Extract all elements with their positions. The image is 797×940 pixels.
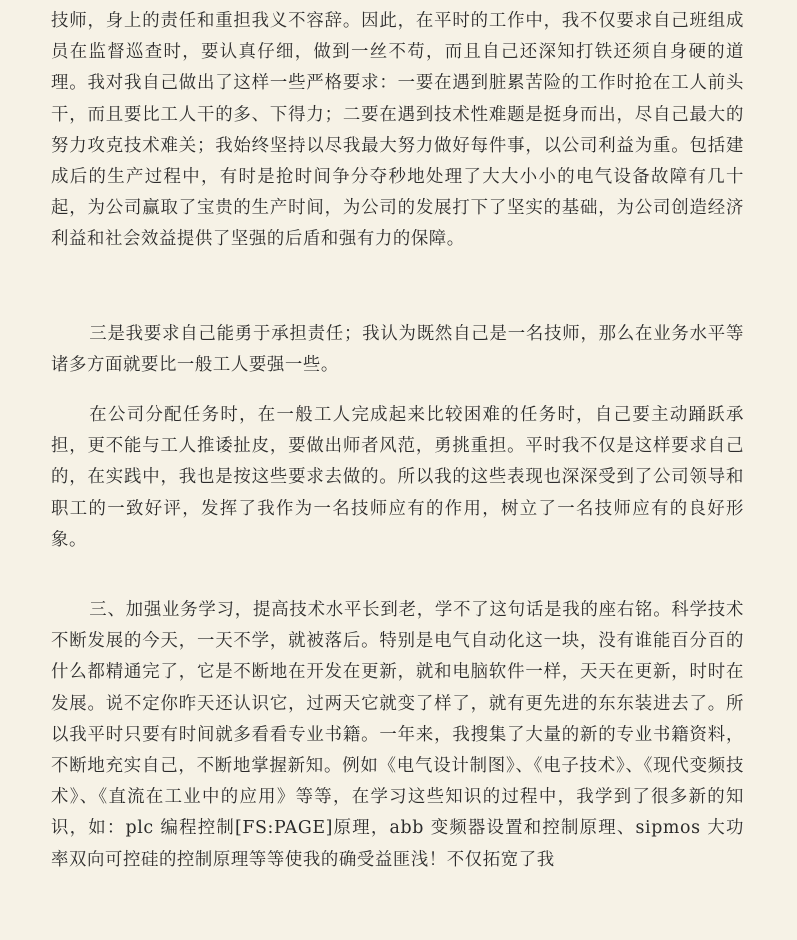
paragraph-4: 三、加强业务学习，提高技术水平长到老，学不了这句话是我的座右铭。科学技术不断发展的今天，一天不学，就被落后。特别是电气自动化这一块，没有谁能百分百的什么都精通完了，它是不断地在开发在更新，就和电脑软件一样，天天在更新，时时在发展。说不定你昨天还认识它，过两天它就变了样了，就有更先进的东东装进去了。所以我平时只要有时间就多看看专业书籍。一年来，我搜集了大量的新的专业书籍资料，不断地充实自己，不断地掌握新知。例如《电气设计制图》、《电子技术》、《现代变频技术》、《直流在工业中的应用》等等，在学习这些知识的过程中，我学到了很多新的知识，如：plc 编程控制[FS:PAGE]原理，abb 变频器设置和控制原理、sipmos 大功率双向可控硅的控制原理等等使我的确受益匪浅！不仅拓宽了我 (51, 600, 744, 870)
paragraph-3: 在公司分配任务时，在一般工人完成起来比较困难的任务时，自己要主动踊跃承担，更不能与工人推诿扯皮，要做出师者风范，勇挑重担。平时我不仅是这样要求自己的，在实践中，我也是按这些要求去做的。所以我的这些表现也深深受到了公司领导和职工的一致好评，发挥了我作为一名技师应有的作用，树立了一名技师应有的良好形象。 (51, 405, 744, 550)
paragraph-1: 技师，身上的责任和重担我义不容辞。因此，在平时的工作中，我不仅要求自己班组成员在监督巡查时，要认真仔细，做到一丝不苟，而且自己还深知打铁还须自身硬的道理。我对我自己做出了这样一些严格要求：一要在遇到脏累苦险的工作时抢在工人前头干，而且要比工人干的多、下得力；二要在遇到技术性难题是挺身而出，尽自己最大的努力攻克技术难关；我始终坚持以尽我最大努力做好每件事，以公司利益为重。包括建成后的生产过程中，有时是抢时间争分夺秒地处理了大大小小的电气设备故障有几十起，为公司赢取了宝贵的生产时间，为公司的发展打下了坚实的基础，为公司创造经济利益和社会效益提供了坚强的后盾和强有力的保障。 (51, 11, 744, 250)
paragraph-2: 三是我要求自己能勇于承担责任；我认为既然自己是一名技师，那么在业务水平等诸多方面就要比一般工人要强一些。 (51, 324, 744, 376)
